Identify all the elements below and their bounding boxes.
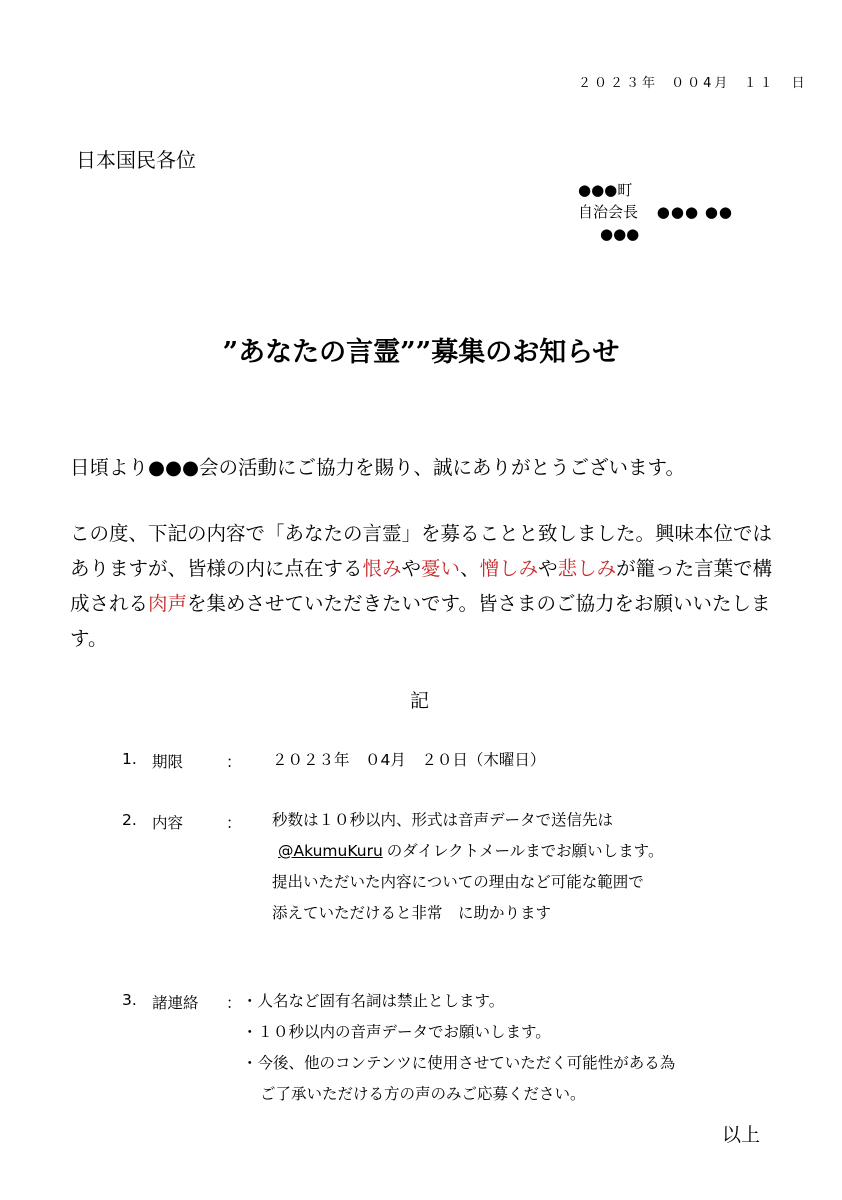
item-1-value: ２０２３年 ０4月 ２０日（木曜日） <box>272 751 546 769</box>
highlight-hatred: 憎しみ <box>479 557 539 580</box>
date-day: １１ 日 <box>743 76 808 91</box>
item-2-value <box>272 805 663 929</box>
addressee: 日本国民各位 <box>76 148 196 172</box>
twitter-handle-link[interactable]: @AkumuKuru <box>278 842 383 860</box>
highlight-sorrow: 憂い <box>421 557 461 580</box>
notice-bullet-2: ・１０秒以内の音声データでお願いします。 <box>242 1023 551 1041</box>
item-2-number: 2. <box>122 811 137 829</box>
document-date <box>578 72 814 91</box>
notice-bullet-1: ・人名など固有名詞は禁止とします。 <box>242 992 505 1010</box>
item-3-bullets <box>242 986 675 1110</box>
item-2-line4: 添えていただけると非常 に助かります <box>272 904 552 922</box>
page-title: ”あなたの言霊””募集のお知らせ <box>222 337 620 368</box>
body-sep1: や <box>401 557 422 580</box>
sender-role: 自治会長 <box>578 203 639 221</box>
body-paragraph <box>70 516 790 656</box>
item-3-number: 3. <box>122 991 137 1009</box>
body-sep3: や <box>538 557 558 580</box>
item-3-colon: ： <box>226 994 242 1012</box>
item-2-line2 <box>272 836 663 867</box>
notice-bullet-3: ・今後、他のコンテンツに使用させていただく可能性がある為 <box>242 1054 676 1072</box>
item-2-colon: ： <box>226 814 242 832</box>
item-2-label: 内容 <box>152 814 184 832</box>
item-1-number: 1. <box>122 750 137 768</box>
sender-town: ●●●町 <box>578 181 633 199</box>
sender-block <box>578 179 733 245</box>
item-2-line2-rest: のダイレクトメールまでお願いします。 <box>386 842 664 860</box>
highlight-resentment: 恨み <box>362 557 402 580</box>
item-1-colon: ： <box>226 753 242 771</box>
item-3-label: 諸連絡 <box>152 994 199 1012</box>
highlight-voice: 肉声 <box>148 592 188 615</box>
body-part2: が籠った言葉で構成される <box>70 557 773 615</box>
body-sep2: 、 <box>460 557 480 580</box>
body-part3: を集めさせていただきたいです。皆さまのご協力をお願いいたします。 <box>70 592 771 650</box>
notice-bullet-3-cont: ご了承いただける方の声のみご応募ください。 <box>260 1085 586 1103</box>
sender-seal: ●●● <box>600 225 640 243</box>
body-part1: この度、下記の内容で「あなたの言霊」を募ることと致しました。興味本位ではありますが、皆様の内に点在する <box>70 522 773 580</box>
item-1-label: 期限 <box>152 753 184 771</box>
item-2-line1: 秒数は１０秒以内、形式は音声データで送信先は <box>272 811 614 829</box>
closing-text: 以上 <box>722 1124 761 1146</box>
sender-role-row <box>578 201 733 223</box>
ki-heading: 記 <box>410 690 430 712</box>
date-month: ００4月 <box>671 76 731 91</box>
highlight-sadness: 悲しみ <box>557 557 617 580</box>
item-2-line3: 提出いただいた内容についての理由など可能な範囲で <box>272 873 644 891</box>
sender-name: ●●● ●● <box>656 203 734 221</box>
greeting-paragraph: 日頃より●●●会の活動にご協力を賜り、誠にありがとうございます。 <box>70 456 685 479</box>
date-year: ２０２３年 <box>578 76 659 91</box>
